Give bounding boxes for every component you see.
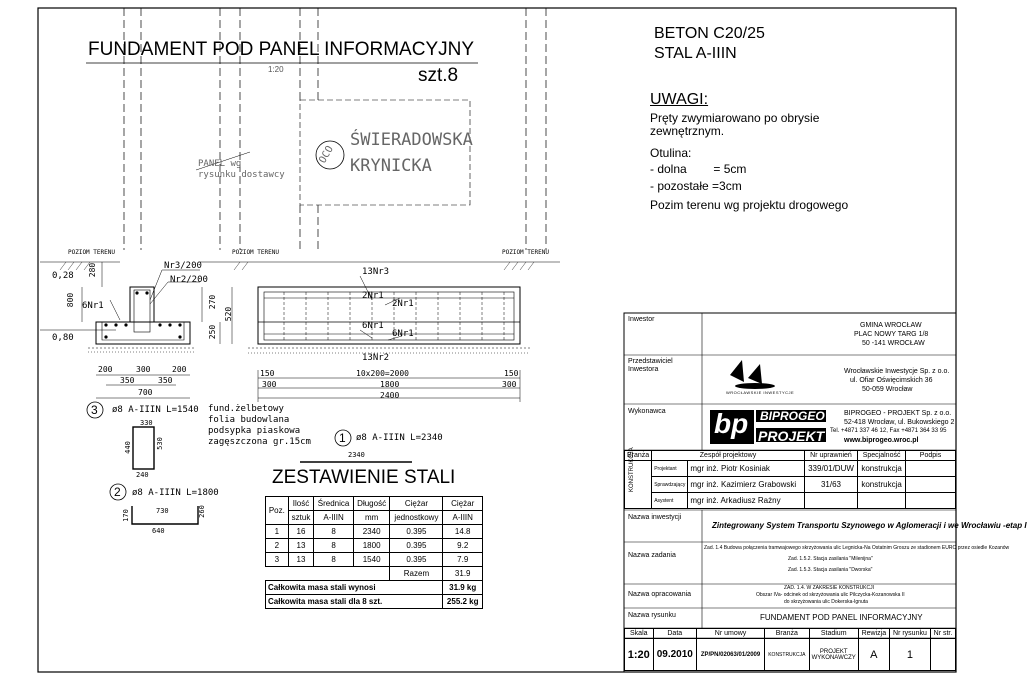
total-2-label: Całkowita masa stali dla 8 szt. <box>266 595 443 609</box>
dim-350-a: 350 <box>120 376 135 385</box>
signature-cell <box>906 493 956 509</box>
col-ciezar-2: Ciężar <box>443 497 483 511</box>
dim-250: 250 <box>208 324 218 340</box>
dim-700: 700 <box>138 388 153 397</box>
cell: 3 <box>266 553 289 567</box>
cover-bottom: - dolna = 5cm <box>650 162 747 176</box>
panel-label-1: PANEL wg <box>198 159 242 169</box>
spec-cell: konstrukcja <box>858 461 906 477</box>
legend-compact: zagęszczona gr.15cm <box>208 437 311 447</box>
bar1-number: 1 <box>339 431 346 445</box>
investor-2: PLAC NOWY TARG 1/8 <box>854 331 929 338</box>
signature-cell <box>906 477 956 493</box>
study-2: Obszar IVa- odcinek od skrzyżowania ulic Pilczycka-Kozanowska II <box>756 592 905 598</box>
col-dlugosc: Długość <box>353 497 390 511</box>
cell: 1800 <box>353 539 390 553</box>
sum-label: Razem <box>390 567 443 581</box>
bar-nr2-200: Nr2/200 <box>170 275 208 285</box>
bar2-number: 2 <box>114 485 121 499</box>
elev-dim-mid: 10x200=2000 <box>356 369 409 378</box>
bar2-d260: 260 <box>197 505 206 518</box>
task-2: Zad. 1.5.2. Stacja zasilania "Milenijna" <box>788 556 873 562</box>
cell: 8 <box>314 525 354 539</box>
col-poz: Poz. <box>266 497 289 525</box>
licence-cell: 31/63 <box>804 477 857 493</box>
foot-h-rewizja: Rewizja <box>858 629 889 639</box>
study-label: Nazwa opracowania <box>628 591 692 598</box>
bar3-d240: 240 <box>136 471 149 479</box>
study-3: do skrzyżowania ulic Dokerska-Ignuta <box>784 599 868 605</box>
licence-cell: 339/01/DUW <box>804 461 857 477</box>
rep-2: ul. Ofiar Oświęcimskich 36 <box>850 377 933 384</box>
cell: 2 <box>266 539 289 553</box>
logo-projekt: PROJEKT <box>758 428 825 444</box>
col-ciezar-1: Ciężar <box>390 497 443 511</box>
task-1: Zad. 1.4 Budowa połączenia tramwajowego skrzyżowania ulic Legnicka-Na Ostatnim Groszu ze stadionem EURO przez osiedle Kozanów <box>704 545 1010 551</box>
panel-label-2: rysunku dostawcy <box>198 170 285 180</box>
task-3: Zad. 1.5.3. Stacja zasilania "Dworska" <box>788 567 873 573</box>
foot-nr-str <box>930 639 955 671</box>
foot-h-nr-rys: Nr rysunku <box>889 629 930 639</box>
elevation-top: 0,28 <box>52 271 74 281</box>
legend-sand: podsypka piaskowa <box>208 426 301 436</box>
cell: 2340 <box>353 525 390 539</box>
bar2-d170: 170 <box>121 509 130 522</box>
investor-1: GMINA WROCŁAW <box>860 322 922 329</box>
cover-heading: Otulina: <box>650 146 692 160</box>
rep-label-2: Inwestora <box>628 366 659 373</box>
role-cell: Sprawdzający <box>652 477 688 493</box>
task-label: Nazwa zadania <box>628 552 676 559</box>
contractor-3: Tel. +4871 337 46 12, Fax +4871 364 33 95 <box>830 428 947 434</box>
investment-name: Zintegrowany System Transportu Szynowego w Aglomeracji i we Wrocławiu -etap I <box>712 521 1027 530</box>
elev-13nr3: 13Nr3 <box>362 267 390 277</box>
bar-nr3-200: Nr3/200 <box>164 261 202 271</box>
total-1-value: 31.9 kg <box>443 581 483 595</box>
bar-6nr1: 6Nr1 <box>82 301 104 311</box>
drawing-name-label: Nazwa rysunku <box>628 612 676 619</box>
footer-table <box>624 628 956 671</box>
study-1: ZAD. 1.4. W ZAKRESIE KONSTRUKCJI <box>784 585 875 591</box>
drawing-title: FUNDAMENT POD PANEL INFORMACYJNY <box>88 39 475 60</box>
foot-h-data: Data <box>653 629 696 639</box>
bar3-d330: 330 <box>140 419 153 427</box>
foot-h-umowa: Nr umowy <box>697 629 765 639</box>
sign-logo: OCO <box>317 144 336 166</box>
cell: 14.8 <box>443 525 483 539</box>
sum-value: 31.9 <box>443 567 483 581</box>
elev-6nr1-a: 6Nr1 <box>362 321 384 331</box>
name-cell: mgr inż. Kazimierz Grabowski <box>688 477 804 493</box>
rep-1: Wrocławskie Inwestycje Sp. z o.o. <box>844 368 950 375</box>
team-table <box>624 446 956 509</box>
dim-270: 270 <box>208 294 218 310</box>
foot-h-branza: Branża <box>765 629 810 639</box>
dim-200-a: 200 <box>98 365 113 374</box>
name-cell: mgr inż. Arkadiusz Rażny <box>688 493 804 509</box>
elevation-bottom: 0,80 <box>52 333 74 343</box>
role-cell: Asystent <box>652 493 688 509</box>
legend-foil: folia budowlana <box>208 415 290 425</box>
foot-skala: 1:20 <box>625 639 654 671</box>
ground-level-mid: POZIOM TERENU <box>232 249 279 256</box>
drawing-name: FUNDAMENT POD PANEL INFORMACYJNY <box>760 613 923 622</box>
cell: 1540 <box>353 553 390 567</box>
table-row <box>266 539 483 553</box>
foot-h-stadium: Stadium <box>809 629 858 639</box>
steel-schedule-table <box>265 496 483 609</box>
licence-cell <box>804 493 857 509</box>
bar3-d440: 440 <box>123 441 132 454</box>
contractor-4: www.biprogeo.wroc.pl <box>844 437 919 444</box>
elev-13nr2: 13Nr2 <box>362 353 390 363</box>
elev-dim-1800: 1800 <box>380 380 400 389</box>
unit-aiiin: A-IIIN <box>314 511 354 525</box>
elev-dim-300-b: 300 <box>502 380 517 389</box>
total-2-value: 255.2 kg <box>443 595 483 609</box>
unit-sztuk: sztuk <box>288 511 314 525</box>
cell: 9.2 <box>443 539 483 553</box>
cell: 8 <box>314 539 354 553</box>
dim-520: 520 <box>224 306 234 322</box>
cell: 8 <box>314 553 354 567</box>
ground-note: Pozim terenu wg projektu drogowego <box>650 198 849 212</box>
team-h-spec: Specjalność <box>858 451 906 461</box>
contractor-label: Wykonawca <box>628 408 666 415</box>
elev-dim-150-a: 150 <box>260 369 275 378</box>
bar1-d2340: 2340 <box>348 451 365 459</box>
unit-jedn: jednostkowy <box>390 511 443 525</box>
foot-branza: KONSTRUKCJA <box>765 639 810 671</box>
legend-fund: fund.żelbetowy <box>208 404 284 414</box>
sign-line-2: KRYNICKA <box>350 156 432 176</box>
dim-200-b: 200 <box>172 365 187 374</box>
table-row <box>266 553 483 567</box>
concrete-class: BETON C20/25 <box>654 25 765 42</box>
team-h-nr: Nr uprawnień <box>804 451 857 461</box>
bar3-d530: 530 <box>155 437 164 450</box>
cell: 16 <box>288 525 314 539</box>
ground-level-right: POZIOM TERENU <box>502 249 549 256</box>
foot-data: 09.2010 <box>653 639 696 671</box>
investor-3: 50 -141 WROCŁAW <box>862 340 925 347</box>
bar1-label: ø8 A-IIIN L=2340 <box>356 433 443 443</box>
cell: 0.395 <box>390 553 443 567</box>
logo-bp: bp <box>714 408 749 439</box>
elev-2nr1-b: 2Nr1 <box>392 299 414 309</box>
cell: 0.395 <box>390 539 443 553</box>
elev-2nr1-a: 2Nr1 <box>362 291 384 301</box>
foot-h-skala: Skala <box>625 629 654 639</box>
cell: 13 <box>288 553 314 567</box>
scale-label: 1:20 <box>268 65 284 74</box>
name-cell: mgr inż. Piotr Kosiniak <box>688 461 804 477</box>
foot-h-nr-str: Nr str. <box>930 629 955 639</box>
contractor-1: BIPROGEO - PROJEKT Sp. z o.o. <box>844 410 952 417</box>
team-h-zespol: Zespół projektowy <box>652 451 805 461</box>
foot-umowa: ZP/PN/02063/01/2009 <box>697 639 765 671</box>
spacer <box>266 567 390 581</box>
rep-logo-text: WROCŁAWSKIE INWESTYCJE <box>726 390 795 395</box>
rep-3: 50-059 Wrocław <box>862 386 913 393</box>
rep-label-1: Przedstawiciel <box>628 358 673 365</box>
bar2-d730: 730 <box>156 507 169 515</box>
cell: 0.395 <box>390 525 443 539</box>
col-ilosc: Ilość <box>288 497 314 511</box>
col-srednica: Średnica <box>314 497 354 511</box>
ground-level-left: POZIOM TERENU <box>68 249 115 256</box>
dim-350-b: 350 <box>158 376 173 385</box>
team-h-branza: Branża <box>625 451 652 461</box>
notes-line-2: zewnętrznym. <box>650 124 725 138</box>
cell: 7.9 <box>443 553 483 567</box>
steel-class: STAL A-IIIN <box>654 45 737 62</box>
sign-line-1: ŚWIERADOWSKA <box>350 130 473 150</box>
branza-vertical: KONSTRUKCJA <box>629 446 635 492</box>
foot-rewizja: A <box>858 639 889 671</box>
bar3-number: 3 <box>91 403 98 417</box>
cell: 1 <box>266 525 289 539</box>
role-cell: Projektant <box>652 461 688 477</box>
dim-800: 800 <box>66 292 76 308</box>
unit-aiiin-2: A-IIIN <box>443 511 483 525</box>
logo-biprogeo: BIPROGEO <box>760 409 825 423</box>
bar3-label: ø8 A-IIIN L=1540 <box>112 405 199 415</box>
bar2-d640: 640 <box>152 527 165 535</box>
elev-dim-2400: 2400 <box>380 391 400 400</box>
table-row <box>266 525 483 539</box>
total-1-label: Całkowita masa stali wynosi <box>266 581 443 595</box>
elev-dim-150-b: 150 <box>504 369 519 378</box>
steel-schedule-title: ZESTAWIENIE STALI <box>272 467 456 488</box>
spec-cell: konstrukcja <box>858 477 906 493</box>
cover-other: - pozostałe =3cm <box>650 179 742 193</box>
notes-line-1: Pręty zwymiarowano po obrysie <box>650 111 820 125</box>
team-h-podpis: Podpis <box>906 451 956 461</box>
unit-mm: mm <box>353 511 390 525</box>
piece-count: szt.8 <box>418 65 459 86</box>
foot-nr-rys: 1 <box>889 639 930 671</box>
signature-cell <box>906 461 956 477</box>
spec-cell <box>858 493 906 509</box>
investment-label: Nazwa inwestycji <box>628 514 682 521</box>
bar2-label: ø8 A-IIIN L=1800 <box>132 488 219 498</box>
notes-heading: UWAGI: <box>650 91 709 108</box>
foot-stadium: PROJEKT WYKONAWCZY <box>809 639 858 671</box>
elev-dim-300-a: 300 <box>262 380 277 389</box>
dim-280: 280 <box>88 262 98 278</box>
dim-300: 300 <box>136 365 151 374</box>
investor-label: Inwestor <box>628 316 655 323</box>
cell: 13 <box>288 539 314 553</box>
elev-6nr1-b: 6Nr1 <box>392 329 414 339</box>
contractor-2: 52-418 Wrocław, ul. Bukowskiego 2 <box>844 419 955 426</box>
